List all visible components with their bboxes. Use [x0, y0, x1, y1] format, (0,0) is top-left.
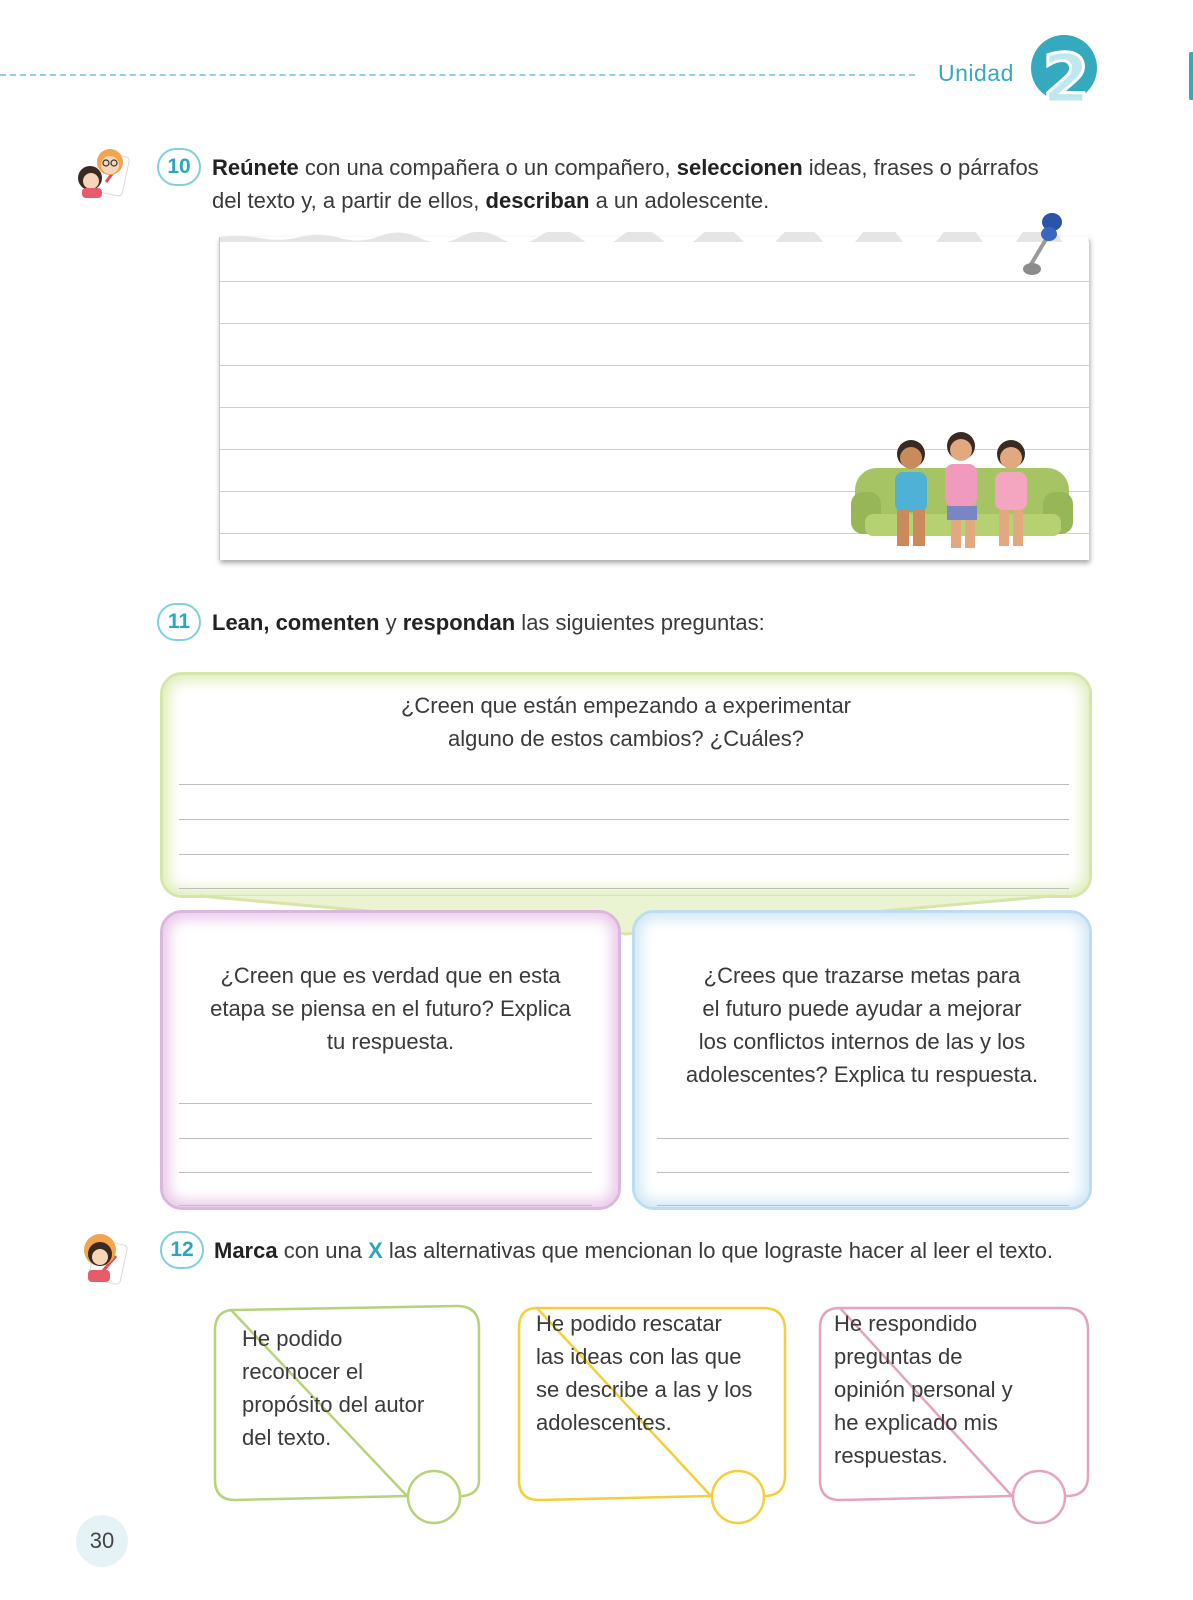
option-line: he explicado mis — [834, 1410, 998, 1435]
page-number: 30 — [76, 1515, 128, 1567]
question-text-line: etapa se piensa en el futuro? Explica — [210, 996, 571, 1021]
option-line: respuestas. — [834, 1443, 948, 1468]
answer-line[interactable] — [657, 1172, 1069, 1173]
individual-work-icon — [72, 1230, 134, 1286]
option-line: He podido rescatar — [536, 1311, 722, 1336]
answer-line[interactable] — [657, 1205, 1069, 1206]
answer-line[interactable] — [179, 784, 1069, 785]
checkbox-circle[interactable] — [404, 1468, 464, 1526]
question-text-line: tu respuesta. — [326, 1029, 455, 1054]
option-line: preguntas de — [834, 1344, 963, 1369]
writing-line[interactable] — [220, 407, 1089, 408]
option-line: se describe a las y los — [536, 1377, 753, 1402]
activity-10-instruction: Reúnete con una compañera o un compañero, seleccionen ideas, frases o párrafos del texto y, a partir de ellos, describan a un adolescente. — [212, 155, 1039, 213]
checklist-card-opinion — [816, 1304, 1092, 1526]
answer-line[interactable] — [657, 1138, 1069, 1139]
question-text-line: los conflictos internos de las y los — [698, 1029, 1026, 1054]
activity-number-12: 12 — [160, 1231, 204, 1269]
question-box-metas — [632, 910, 1092, 1210]
question-box-futuro — [160, 910, 621, 1210]
unit-number-badge — [1020, 26, 1116, 122]
question-text-line: ¿Creen que es verdad que en esta — [220, 963, 561, 988]
activity-12-instruction: Marca con una X las alternativas que mencionan lo que lograste hacer al leer el texto. — [214, 1238, 1053, 1263]
question-text-line: adolescentes? Explica tu respuesta. — [685, 1062, 1039, 1087]
checkbox-circle[interactable] — [708, 1468, 768, 1526]
option-line: reconocer el — [242, 1359, 364, 1384]
answer-line[interactable] — [179, 1138, 592, 1139]
page-edge-tab — [1189, 52, 1193, 100]
checklist-card-proposito — [211, 1304, 485, 1526]
pushpin-icon — [1018, 208, 1078, 284]
unit-label: Unidad — [938, 60, 1014, 86]
question-text-line: alguno de estos cambios? ¿Cuáles? — [448, 726, 804, 751]
question-text-line: el futuro puede ayudar a mejorar — [702, 996, 1022, 1021]
answer-line[interactable] — [179, 888, 1069, 889]
option-line: del texto. — [242, 1425, 332, 1450]
question-text-line: ¿Crees que trazarse metas para — [703, 963, 1021, 988]
option-line: opinión personal y — [834, 1377, 1013, 1402]
option-line: adolescentes. — [536, 1410, 672, 1435]
writing-line[interactable] — [220, 323, 1089, 324]
torn-edge — [220, 232, 1089, 242]
header-dashed-line — [0, 74, 915, 76]
unit-number: 2 — [1042, 40, 1090, 119]
question-box-cambios — [160, 672, 1092, 898]
answer-line[interactable] — [179, 1205, 592, 1206]
activity-number-10: 10 — [157, 148, 201, 186]
option-line: He podido — [242, 1326, 343, 1351]
activity-number-11: 11 — [157, 603, 201, 641]
checklist-card-ideas — [515, 1304, 789, 1526]
pair-work-icon — [72, 144, 134, 200]
answer-line[interactable] — [179, 819, 1069, 820]
question-text-line: ¿Creen que están empezando a experimentar — [400, 693, 852, 718]
option-line: He respondido — [834, 1311, 978, 1336]
option-line: propósito del autor — [242, 1392, 425, 1417]
answer-line[interactable] — [179, 854, 1069, 855]
writing-line[interactable] — [220, 281, 1089, 282]
answer-line[interactable] — [179, 1103, 592, 1104]
writing-line[interactable] — [220, 365, 1089, 366]
checkbox-circle[interactable] — [1009, 1468, 1069, 1526]
children-on-sofa-illustration — [851, 430, 1076, 558]
answer-line[interactable] — [179, 1172, 592, 1173]
option-line: las ideas con las que — [536, 1344, 742, 1369]
activity-11-instruction: Lean, comenten y respondan las siguientes preguntas: — [212, 610, 765, 635]
